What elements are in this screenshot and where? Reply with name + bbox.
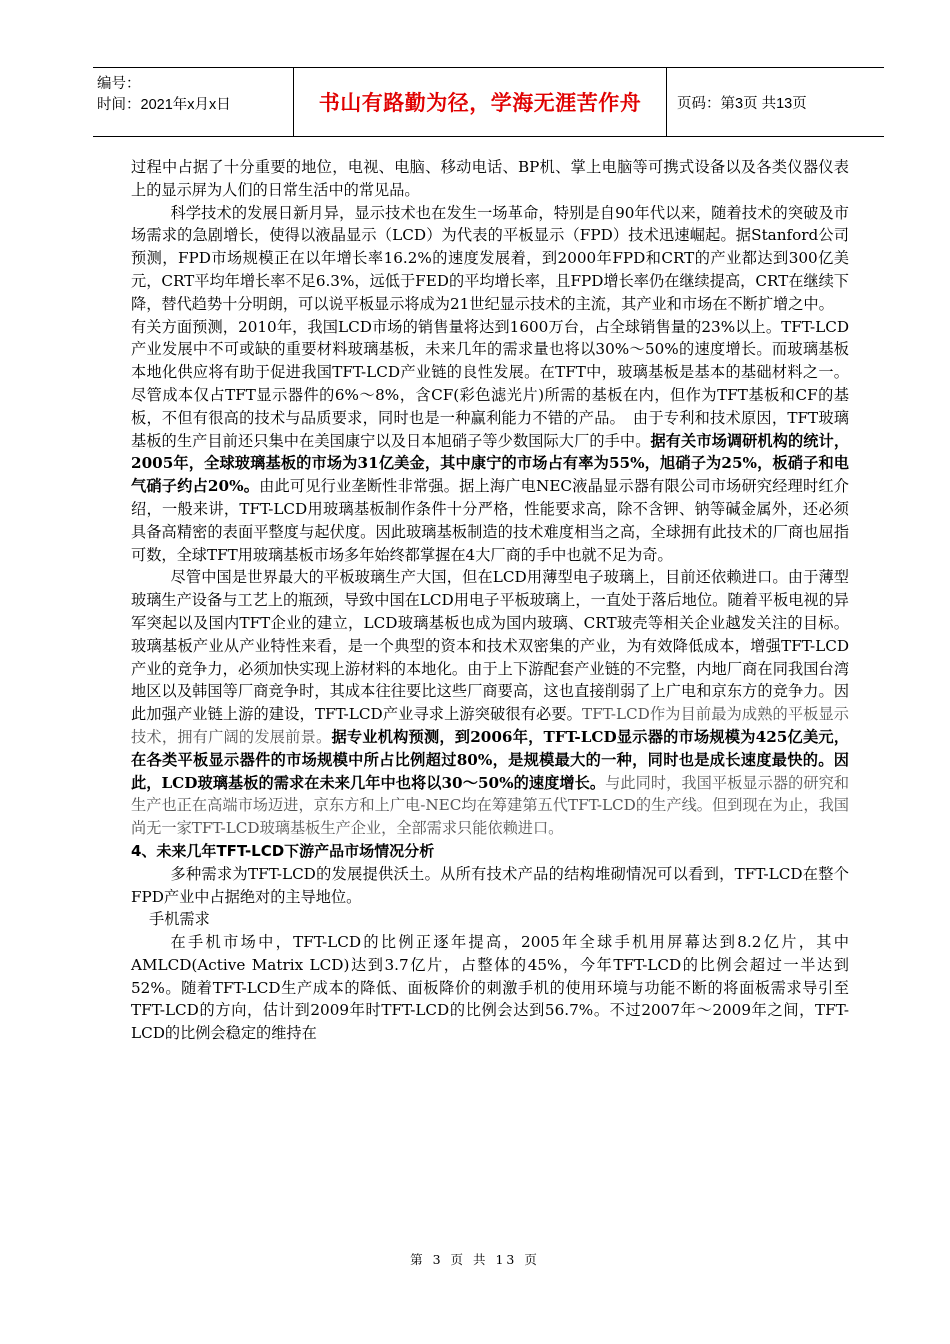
document-body [131,156,849,1045]
section-heading: 4、未来几年TFT-LCD下游产品市场情况分析 [131,841,435,860]
paragraph-4-gray-tail: 与此同时，我国平板显示器的研究和生产也正在高端市场迈进，京东方和上广电-NEC均在筹建第五代TFT-LCD的生产线。但到现在为止，我国尚无一家TFT-LCD玻璃基板生产企业，全部需求只能依赖进口。 [131,773,850,838]
paragraph-6: 在手机市场中，TFT-LCD的比例正逐年提高，2005年全球手机用屏幕达到8.2亿片，其中AMLCD(Active Matrix LCD)达到3.7亿片，占整体的45%，今年TFT-LCD的比例会超过一半达到52%。随着TFT-LCD生产成本的降低、面板降价的刺激手机的使用环境与功能不断的将面板需求导引至TFT-LCD的方向，估计到2009年时TFT-LCD的比例会达到56.7%。不过2007年～2009年之间，TFT-LCD的比例会稳定的维持在 [131,933,849,1043]
page-header [93,67,884,137]
paragraph-1: 过程中占据了十分重要的地位，电视、电脑、移动电话、BP机、掌上电脑等可携式设备以及各类仪器仪表上的显示屏为人们的日常生活中的常见品。 [131,158,849,199]
header-meta [93,68,294,136]
paragraph-3-bold: 据有关市场调研机构的统计，2005年，全球玻璃基板的市场为31亿美金，其中康宁的市场占有率为55%，旭硝子为25%，板硝子和电气硝子约占20%。 [131,431,850,496]
sub-heading: 手机需求 [149,910,210,929]
paragraph-3-text: 有关方面预测，2010年，我国LCD市场的销售量将达到1600万台，占全球销售量的23%以上。TFT-LCD产业发展中不可或缺的重要材料玻璃基板，未来几年的需求量也将以30%～50%的速度增长。而玻璃基板本地化供应将有助于促进我国TFT-LCD产业链的良性发展。在TFT中，玻璃基板是基本的基础材料之一。尽管成本仅占TFT显示器件的6%～8%，含CF(彩色滤光片)所需的基板在内，但作为TFT基板和CF的基板，不但有很高的技术与品质要求，同时也是一种赢利能力不错的产品。 由于专利和技术原因，TFT玻璃基板的生产目前还只集中在美国康宁以及日本旭硝子等少数国际大厂的手中。 [131,317,849,450]
paragraph-4-text: 尽管中国是世界最大的平板玻璃生产大国，但在LCD用薄型电子玻璃上，目前还依赖进口。由于薄型玻璃生产设备与工艺上的瓶颈，导致中国在LCD用电子平板玻璃上，一直处于落后地位。随着平板电视的异军突起以及国内TFT企业的建立，LCD玻璃基板也成为国内玻璃、CRT玻壳等相关企业越发关注的目标。玻璃基板产业从产业特性来看，是一个典型的资本和技术双密集的产业，为有效降低成本，增强TFT-LCD产业的竞争力，必须加快实现上游材料的本地化。由于上下游配套产业链的不完整，内地厂商在同我国台湾地区以及韩国等厂商竞争时，其成本往往要比这些厂商要高，这也直接削弱了上广电和京东方的竞争力。因此加强产业链上游的建设，TFT-LCD产业寻求上游突破很有必要。 [131,568,849,724]
page-footer: 第 3 页 共 13 页 [410,1252,540,1267]
paragraph-5: 多种需求为TFT-LCD的发展提供沃土。从所有技术产品的结构堆砌情况可以看到，TFT-LCD在整个FPD产业中占据绝对的主导地位。 [131,864,849,906]
header-motto: 书山有路勤为径，学海无涯苦作舟 [294,68,667,136]
header-page-info: 页码：第3页 共13页 [677,95,807,112]
paragraph-3 [131,316,849,567]
paragraph-4 [131,566,849,840]
number-label: 编号： [97,76,141,92]
paragraph-4-gray: TFT-LCD作为目前最为成熟的平板显示技术，拥有广阔的发展前景。 [131,705,849,746]
paragraph-3-tail: 由此可见行业垄断性非常强。据上海广电NEC液晶显示器有限公司市场研究经理时红介绍，一般来讲，TFT-LCD用玻璃基板制作条件十分严格，性能要求高，除不含钾、钠等碱金属外，还必须具备高精密的表面平整度与起伏度。因此玻璃基板制造的技术难度相当之高，全球拥有此技术的厂商也屈指可数，全球TFT用玻璃基板市场多年始终都掌握在4大厂商的手中也就不足为奇。 [131,477,849,564]
time-label: 时间：2021年x月x日 [97,97,231,113]
paragraph-2: 科学技术的发展日新月异，显示技术也在发生一场革命，特别是自90年代以来，随着技术的突破及市场需求的急剧增长，使得以液晶显示（LCD）为代表的平板显示（FPD）技术迅速崛起。据Stanford公司预测，FPD市场规模正在以年增长率16.2%的速度发展着，到2000年FPD和CRT的产业都达到300亿美元，CRT平均年增长率不足6.3%，远低于FED的平均增长率，且FPD增长率仍在继续提高，CRT在继续下降，替代趋势十分明朗，可以说平板显示将成为21世纪显示技术的主流，其产业和市场在不断扩增之中。 [131,203,849,313]
paragraph-4-bold: 据专业机构预测，到2006年，TFT-LCD显示器的市场规模为425亿美元，在各类平板显示器件的市场规模中所占比例超过80%，是规模最大的一种，同时也是成长速度最快的。因此，LCD玻璃基板的需求在未来几年中也将以30～50%的速度增长。 [131,727,849,792]
